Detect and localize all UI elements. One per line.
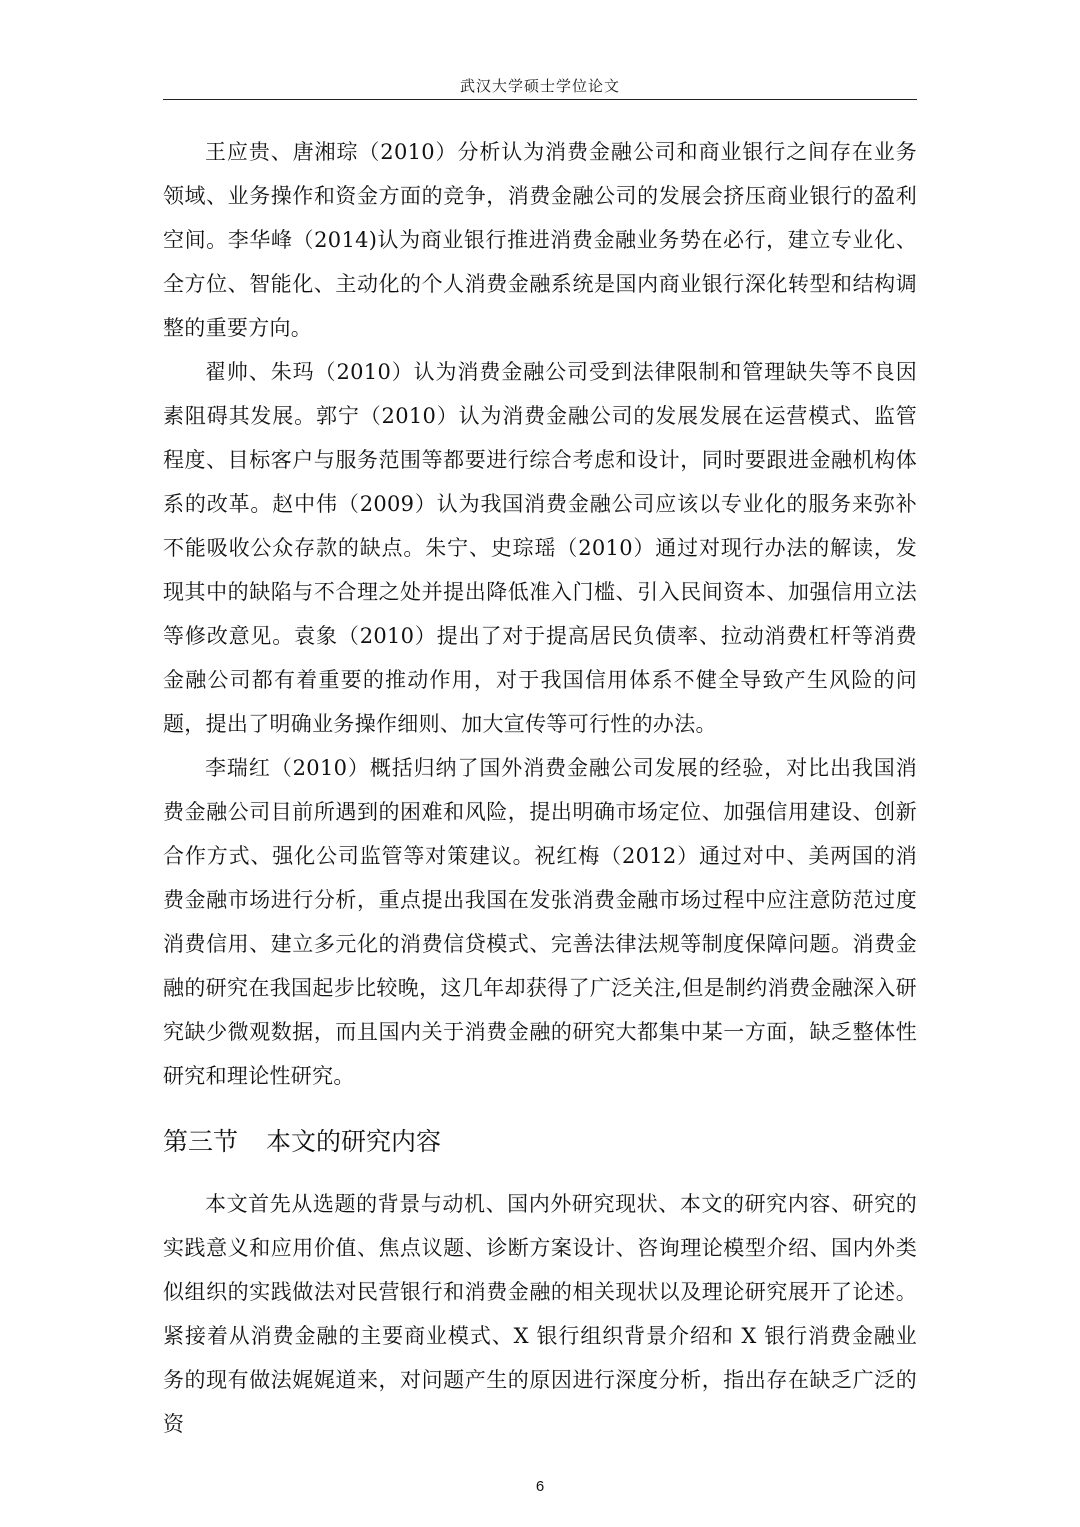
- page-number: 6: [535, 1478, 545, 1495]
- section-heading: [163, 1116, 917, 1168]
- paragraph-1: 王应贵、唐湘琮（2010）分析认为消费金融公司和商业银行之间存在业务领域、业务操作和资金方面的竞争，消费金融公司的发展会挤压商业银行的盈利空间。李华峰（2014)认为商业银行推进消费金融业务势在必行，建立专业化、全方位、智能化、主动化的个人消费金融系统是国内商业银行深化转型和结构调整的重要方向。: [163, 140, 917, 340]
- header-rule: [163, 99, 917, 100]
- running-header: 武汉大学硕士学位论文: [459, 77, 620, 95]
- section-title: 本文的研究内容: [266, 1127, 442, 1156]
- section-paragraph-1: 本文首先从选题的背景与动机、国内外研究现状、本文的研究内容、研究的实践意义和应用价值、焦点议题、诊断方案设计、咨询理论模型介绍、国内外类似组织的实践做法对民营银行和消费金融的相关现状以及理论研究展开了论述。紧接着从消费金融的主要商业模式、X 银行组织背景介绍和 X 银行消费金融业务的现有做法娓娓道来，对问题产生的原因进行深度分析，指出存在缺乏广泛的资: [163, 1192, 917, 1436]
- paragraph-3: 李瑞红（2010）概括归纳了国外消费金融公司发展的经验，对比出我国消费金融公司目前所遇到的困难和风险，提出明确市场定位、加强信用建设、创新合作方式、强化公司监管等对策建议。祝红梅（2012）通过对中、美两国的消费金融市场进行分析，重点提出我国在发张消费金融市场过程中应注意防范过度消费信用、建立多元化的消费信贷模式、完善法律法规等制度保障问题。消费金融的研究在我国起步比较晚，这几年却获得了广泛关注,但是制约消费金融深入研究缺少微观数据，而且国内关于消费金融的研究大都集中某一方面，缺乏整体性研究和理论性研究。: [163, 756, 917, 1088]
- section-number: 第三节: [163, 1127, 239, 1156]
- paragraph-2: 翟帅、朱玛（2010）认为消费金融公司受到法律限制和管理缺失等不良因素阻碍其发展。郭宁（2010）认为消费金融公司的发展发展在运营模式、监管程度、目标客户与服务范围等都要进行综合考虑和设计，同时要跟进金融机构体系的改革。赵中伟（2009）认为我国消费金融公司应该以专业化的服务来弥补不能吸收公众存款的缺点。朱宁、史琮瑶（2010）通过对现行办法的解读，发现其中的缺陷与不合理之处并提出降低准入门槛、引入民间资本、加强信用立法等修改意见。袁象（2010）提出了对于提高居民负债率、拉动消费杠杆等消费金融公司都有着重要的推动作用，对于我国信用体系不健全导致产生风险的问题，提出了明确业务操作细则、加大宣传等可行性的办法。: [163, 360, 917, 736]
- body-text: [163, 130, 917, 1446]
